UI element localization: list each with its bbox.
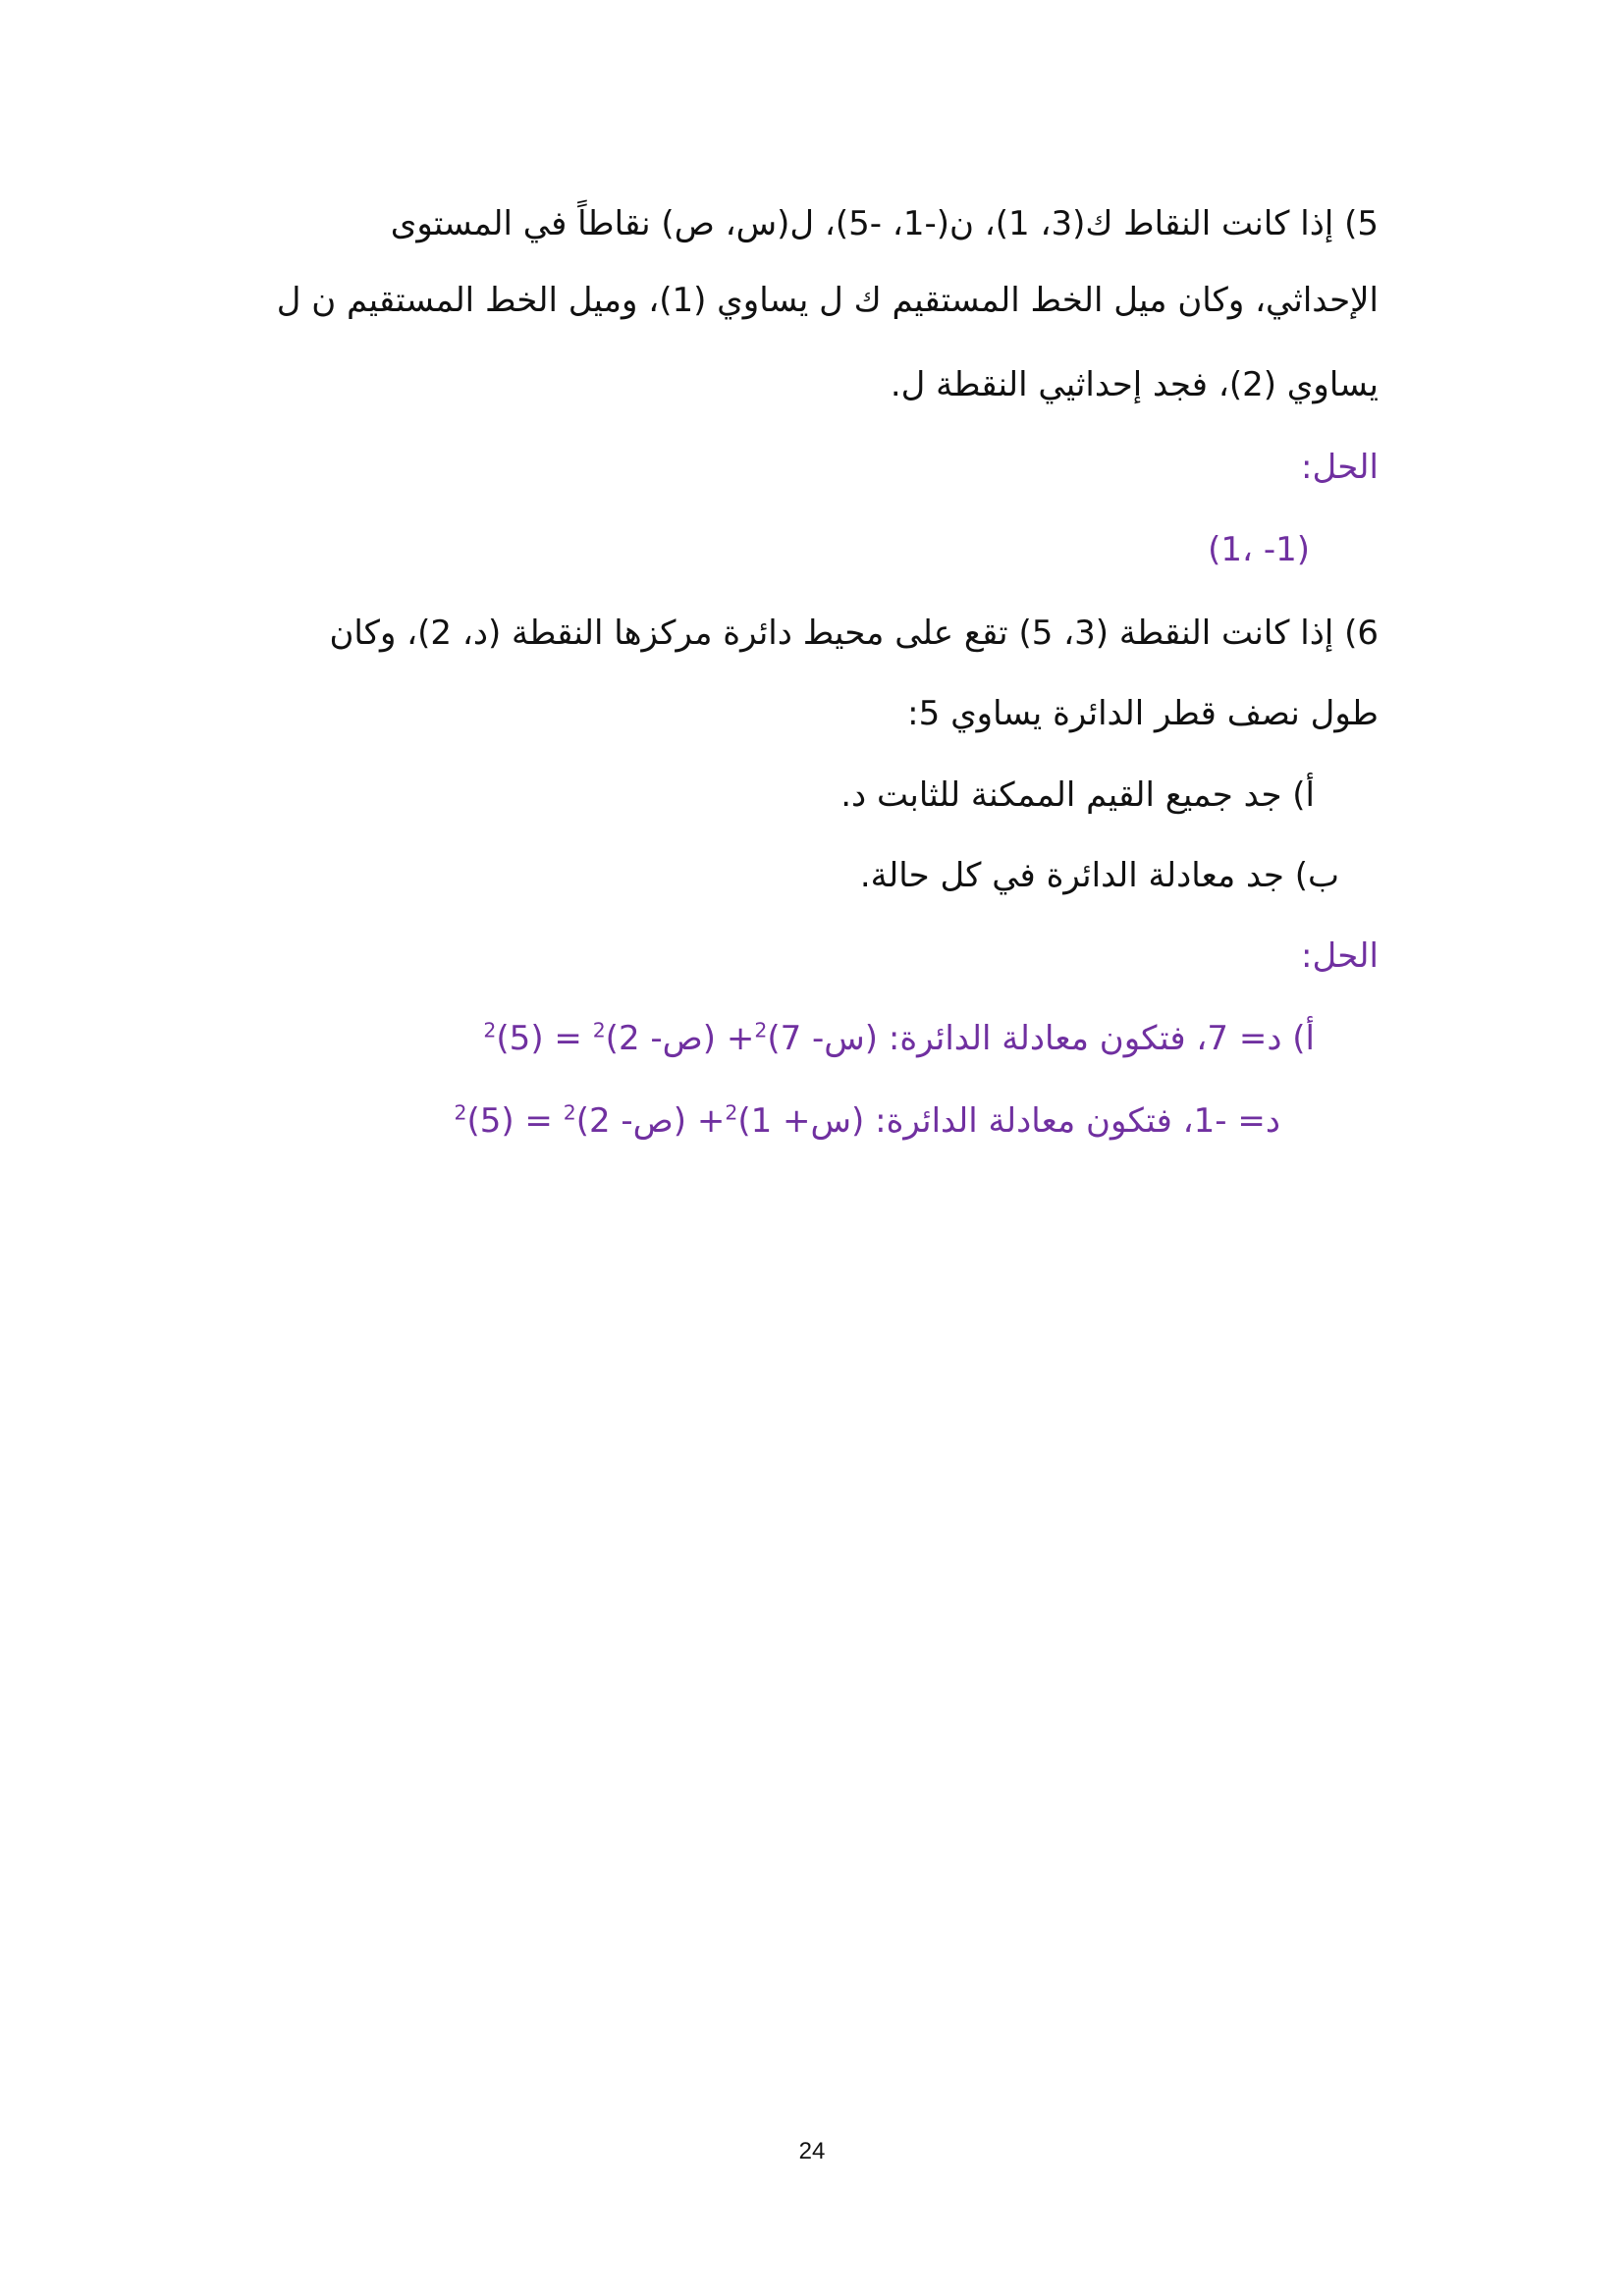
answer-b-mid: + (ص- 2)	[575, 1101, 726, 1141]
problem-5-line-1: 5) إذا كانت النقاط ك(3، 1)، ن(-1، -5)، ل(س، ص) نقاطاً في المستوى	[390, 204, 1379, 243]
answer-b-end: = (5)	[466, 1101, 564, 1141]
problem-6-line-1: 6) إذا كانت النقطة (3، 5) تقع على محيط دائرة مركزها النقطة (د، 2)، وكان	[329, 614, 1379, 653]
exponent: 2	[563, 1100, 576, 1125]
problem-5-line-2: الإحداثي، وكان ميل الخط المستقيم ك ل يساوي (1)، وميل الخط المستقيم ن ل	[276, 281, 1379, 320]
problem-5-line-3: يساوي (2)، فجد إحداثيي النقطة ل.	[890, 365, 1379, 404]
problem-5-answer: (1، -1)	[1208, 530, 1310, 569]
exponent: 2	[483, 1018, 497, 1042]
exponent: 2	[725, 1100, 738, 1125]
problem-6-line-2: طول نصف قطر الدائرة يساوي 5:	[907, 694, 1379, 733]
problem-6-answer-a	[483, 1019, 1315, 1058]
answer-a-end: = (5)	[496, 1019, 593, 1058]
exponent: 2	[754, 1018, 768, 1042]
page-number: 24	[798, 2138, 826, 2164]
problem-6-answer-b	[454, 1101, 1280, 1141]
answer-a-prefix: أ) د= 7، فتكون معادلة الدائرة: (س- 7)	[767, 1019, 1315, 1058]
problem-5-solution-label: الحل:	[1301, 448, 1379, 487]
exponent: 2	[592, 1018, 606, 1042]
problem-6-solution-label: الحل:	[1301, 936, 1379, 976]
exponent: 2	[454, 1100, 467, 1125]
answer-b-prefix: د= -1، فتكون معادلة الدائرة: (س+ 1)	[737, 1101, 1280, 1141]
problem-6-part-b: ب) جد معادلة الدائرة في كل حالة.	[859, 856, 1339, 895]
answer-a-mid: + (ص- 2)	[605, 1019, 755, 1058]
problem-6-part-a: أ) جد جميع القيم الممكنة للثابت د.	[840, 775, 1315, 815]
